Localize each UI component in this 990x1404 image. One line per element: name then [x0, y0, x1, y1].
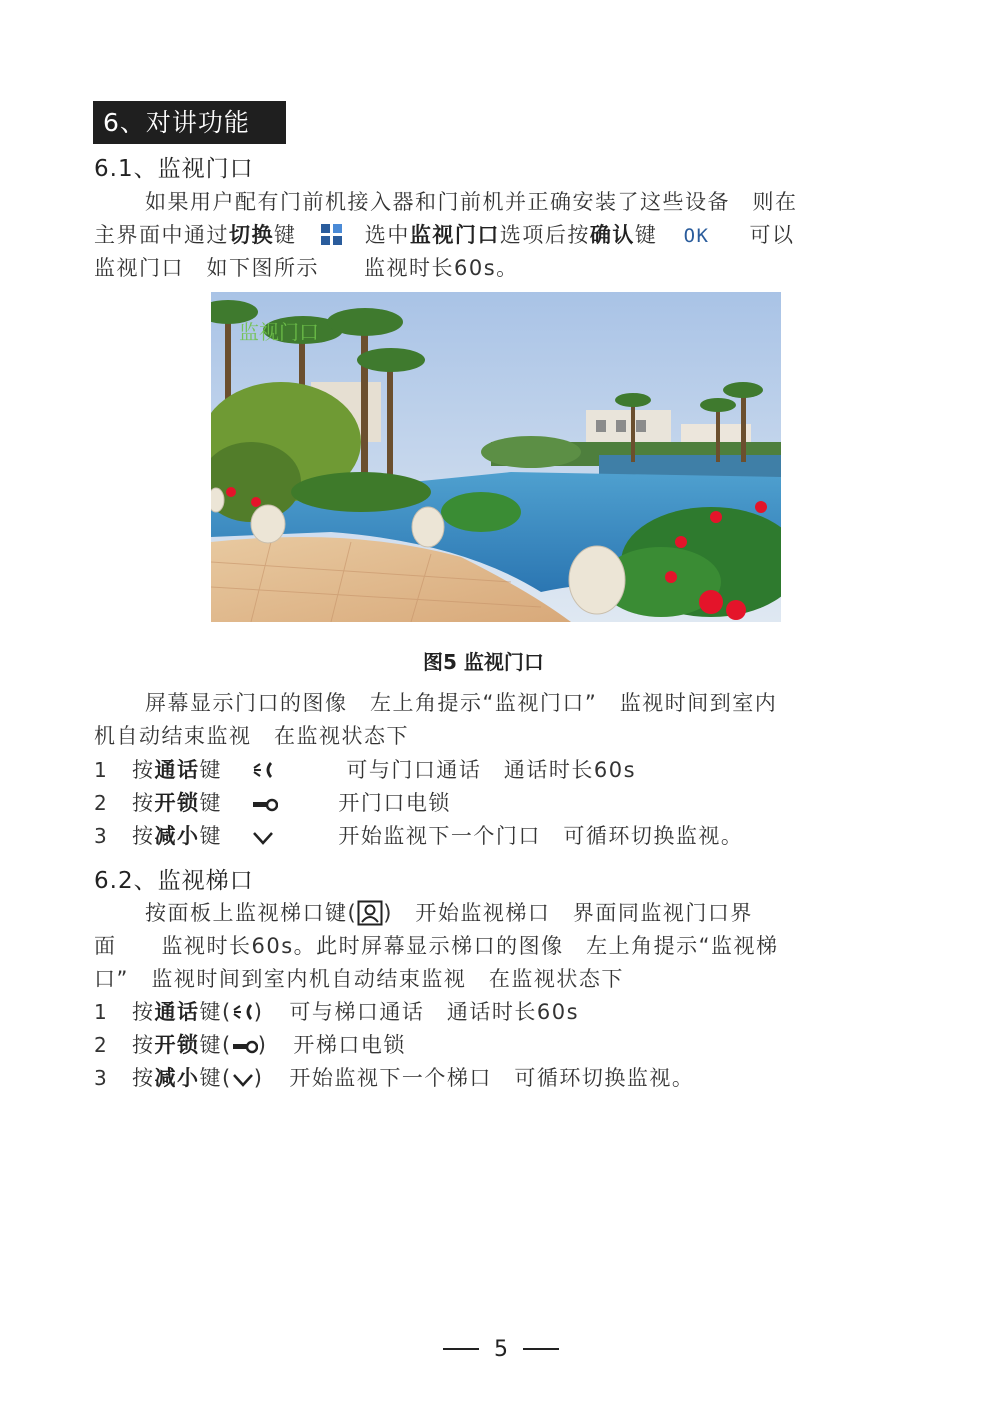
paragraph-line: 面 监视时长60s。此时屏幕显示梯口的图像 左上角提示“监视梯 [94, 934, 779, 958]
text: 键 [199, 824, 222, 848]
text: 主界面中通过 [94, 223, 229, 247]
text: 按 [132, 758, 155, 782]
text: 可与梯口通话 通话时长60s [289, 1000, 580, 1024]
chevron-down-icon [252, 830, 274, 846]
key-icon [232, 1039, 258, 1055]
paragraph-line: 机自动结束监视 在监视状态下 [94, 724, 409, 748]
text: 按 [132, 791, 155, 815]
list-item [94, 754, 636, 784]
text: ) [253, 1000, 264, 1024]
list-item [94, 787, 451, 817]
item-number: 2 [94, 791, 109, 815]
text: 开始监视下一个门口 可循环切换监视。 [338, 824, 744, 848]
key-name: 切换 [229, 223, 274, 247]
item-number: 3 [94, 824, 109, 848]
key-name: 通话 [154, 758, 200, 782]
item-number: 3 [94, 1066, 109, 1090]
page-number [443, 1337, 559, 1362]
text: ) 开始监视梯口 界面同监视门口界 [383, 901, 753, 925]
item-number: 1 [94, 1000, 109, 1024]
page-number-value: 5 [494, 1337, 508, 1362]
text: ) [257, 1033, 268, 1057]
dash-left [443, 1348, 479, 1350]
list-item [94, 1029, 406, 1059]
text: 选中 [364, 223, 410, 247]
text: 键 [634, 223, 658, 247]
figure-caption: 图5 监视门口 [423, 650, 544, 674]
section-title: 6、对讲功能 [93, 101, 286, 144]
text: 开始监视下一个梯口 可循环切换监视。 [289, 1066, 695, 1090]
paragraph-line: 口” 监视时间到室内机自动结束监视 在监视状态下 [94, 967, 624, 991]
item-number: 1 [94, 758, 109, 782]
key-name: 确认 [589, 223, 635, 247]
dash-right [523, 1348, 559, 1350]
list-item [94, 820, 743, 850]
ok-icon: OK [683, 225, 710, 247]
text: 选项后按 [499, 223, 590, 247]
list-item [94, 1062, 694, 1092]
heading-6-1: 6.1、监视门口 [94, 156, 254, 182]
text: 按 [132, 1066, 155, 1090]
text: 键( [199, 1000, 232, 1024]
text: 按 [132, 1033, 155, 1057]
key-name: 减小 [154, 1066, 200, 1090]
key-name: 开锁 [154, 791, 200, 815]
talk-icon [232, 1002, 254, 1022]
key-name: 监视门口 [409, 223, 500, 247]
paragraph-line: 监视门口 如下图所示 监视时长60s。 [94, 256, 519, 280]
list-item [94, 996, 579, 1026]
paragraph-line: 如果用户配有门前机接入器和门前机并正确安装了这些设备 则在 [145, 190, 798, 214]
item-number: 2 [94, 1033, 109, 1057]
paragraph-line: 屏幕显示门口的图像 左上角提示“监视门口” 监视时间到室内 [145, 691, 778, 715]
heading-6-2: 6.2、监视梯口 [94, 868, 254, 894]
key-name: 减小 [154, 824, 200, 848]
chevron-down-icon [232, 1072, 254, 1088]
text: 键( [199, 1033, 232, 1057]
text: 键 [199, 791, 222, 815]
person-monitor-icon [357, 900, 383, 926]
paragraph-line [94, 219, 794, 249]
text: 按 [132, 1000, 155, 1024]
switch-grid-icon [321, 224, 343, 246]
text: 键 [199, 758, 222, 782]
text: 可以 [749, 223, 795, 247]
paragraph-line [145, 897, 753, 927]
text: 键 [274, 223, 297, 247]
text: 可与门口通话 通话时长60s [346, 758, 637, 782]
key-icon [252, 797, 278, 813]
key-name: 开锁 [154, 1033, 200, 1057]
text: 按 [132, 824, 155, 848]
text: 按面板上监视梯口键( [145, 901, 358, 925]
talk-icon [252, 760, 274, 780]
photo-overlay-label: 监视门口 [239, 320, 319, 344]
text: 开门口电锁 [338, 791, 451, 815]
text: 开梯口电锁 [293, 1033, 406, 1057]
text: 键( [199, 1066, 232, 1090]
text: ) [253, 1066, 264, 1090]
key-name: 通话 [154, 1000, 200, 1024]
